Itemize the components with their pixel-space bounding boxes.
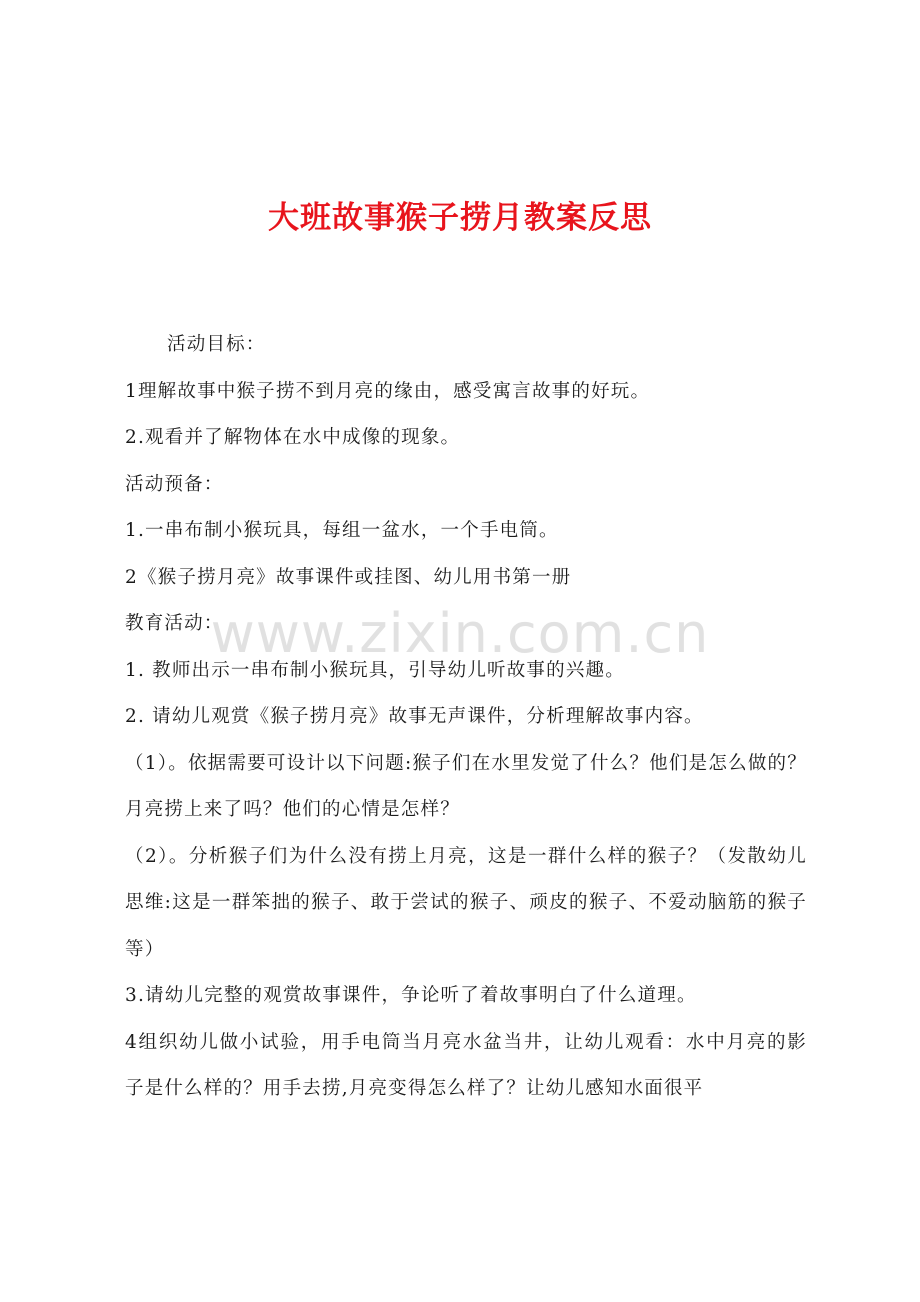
section-heading-preparation: 活动预备： [125,473,224,495]
watermark: www.zixin.com.cn [210,602,710,665]
paragraph: 4组织幼儿做小试验，用手电筒当月亮水盆当井，让幼儿观看：水中月亮的影子是什么样的？用手去捞,月亮变得怎么样了？让幼儿感知水面很平 [125,1031,807,1099]
document-title: 大班故事猴子捞月教案反思 [268,200,652,236]
document-body [125,322,807,1113]
section-heading-goals: 活动目标： [167,334,266,355]
paragraph: 3.请幼儿完整的观赏故事课件，争论听了着故事明白了什么道理。 [125,985,697,1006]
paragraph: 2.观看并了解物体在水中成像的现象。 [125,427,461,448]
paragraph: （2）。分析猴子们为什么没有捞上月亮，这是一群什么样的猴子？（发散幼儿思维:这是一群笨拙的猴子、敢于尝试的猴子、顽皮的猴子、不爱动脑筋的猴子等） [125,845,807,960]
paragraph: 2. 请幼儿观赏《猴子捞月亮》故事无声课件，分析理解故事内容。 [125,706,704,727]
paragraph: 1.一串布制小猴玩具，每组一盆水，一个手电筒。 [125,520,559,541]
paragraph: 1. 教师出示一串布制小猴玩具，引导幼儿听故事的兴趣。 [125,659,625,681]
paragraph: 2《猴子捞月亮》故事课件或挂图、幼儿用书第一册 [125,566,572,588]
paragraph: （1）。依据需要可设计以下问题:猴子们在水里发觉了什么？他们是怎么做的？月亮捞上来了吗？他们的心情是怎样？ [125,752,807,820]
section-heading-activities: 教育活动： [125,613,224,634]
paragraph: 1理解故事中猴子捞不到月亮的缘由，感受寓言故事的好玩。 [125,380,651,402]
